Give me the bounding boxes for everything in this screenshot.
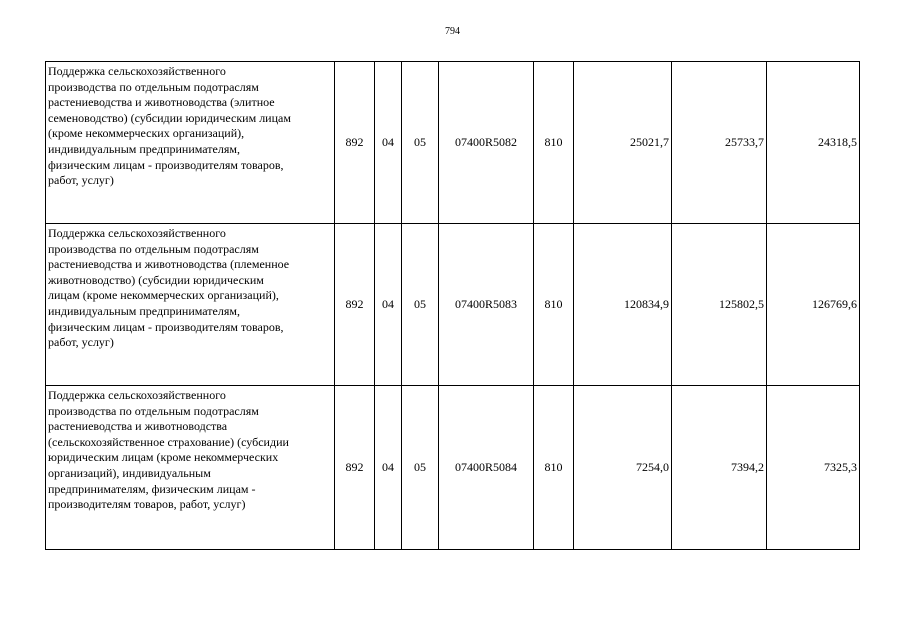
description-line: физическим лицам - производителям товаров,	[48, 319, 284, 334]
target-article-code: 07400R5082	[439, 62, 534, 224]
description-line: индивидуальным предпринимателям,	[48, 303, 240, 318]
amount-2: 7394,2	[672, 386, 767, 550]
description-line: производства по отдельным подотраслям	[48, 241, 259, 256]
amount-3: 126769,6	[767, 224, 860, 386]
subsection-code: 05	[402, 62, 439, 224]
ministry-code: 892	[335, 62, 375, 224]
amount-1: 120834,9	[574, 224, 672, 386]
row-description	[46, 224, 335, 386]
amount-3: 24318,5	[767, 62, 860, 224]
description-line: производителям товаров, работ, услуг)	[48, 497, 246, 512]
description-line: физическим лицам - производителям товаров,	[48, 157, 284, 172]
description-line: растениеводства и животноводства (племенное	[48, 257, 290, 272]
description-line: организаций), индивидуальным	[48, 465, 211, 480]
subsection-code: 05	[402, 386, 439, 550]
ministry-code: 892	[335, 224, 375, 386]
description-line: растениеводства и животноводства (элитное	[48, 95, 275, 110]
target-article-code: 07400R5083	[439, 224, 534, 386]
budget-table	[45, 61, 860, 550]
description-line: (кроме некоммерческих организаций),	[48, 126, 245, 141]
description-line: лицам (кроме некоммерческих организаций),	[48, 288, 279, 303]
description-line: производства по отдельным подотраслям	[48, 79, 259, 94]
table-row	[46, 62, 860, 224]
section-code: 04	[375, 386, 402, 550]
description-line: работ, услуг)	[48, 335, 114, 350]
table-row	[46, 386, 860, 550]
table-row	[46, 224, 860, 386]
description-line: (сельскохозяйственное страхование) (субсидии	[48, 434, 289, 449]
description-line: Поддержка сельскохозяйственного	[48, 388, 226, 402]
amount-1: 7254,0	[574, 386, 672, 550]
amount-3: 7325,3	[767, 386, 860, 550]
section-code: 04	[375, 62, 402, 224]
expense-type-code: 810	[534, 386, 574, 550]
description-line: Поддержка сельскохозяйственного	[48, 226, 226, 240]
description-line: индивидуальным предпринимателям,	[48, 141, 240, 156]
amount-2: 25733,7	[672, 62, 767, 224]
description-line: юридическим лицам (кроме некоммерческих	[48, 450, 279, 465]
row-description	[46, 62, 335, 224]
subsection-code: 05	[402, 224, 439, 386]
description-line: Поддержка сельскохозяйственного	[48, 64, 226, 78]
description-line: производства по отдельным подотраслям	[48, 403, 259, 418]
expense-type-code: 810	[534, 62, 574, 224]
page-number: 794	[445, 26, 460, 37]
expense-type-code: 810	[534, 224, 574, 386]
amount-2: 125802,5	[672, 224, 767, 386]
description-line: работ, услуг)	[48, 173, 114, 188]
amount-1: 25021,7	[574, 62, 672, 224]
description-line: семеноводство) (субсидии юридическим лицам	[48, 110, 291, 125]
ministry-code: 892	[335, 386, 375, 550]
description-line: животноводство) (субсидии юридическим	[48, 272, 264, 287]
row-description	[46, 386, 335, 550]
description-line: растениеводства и животноводства	[48, 419, 228, 434]
description-line: предпринимателям, физическим лицам -	[48, 481, 256, 496]
section-code: 04	[375, 224, 402, 386]
target-article-code: 07400R5084	[439, 386, 534, 550]
